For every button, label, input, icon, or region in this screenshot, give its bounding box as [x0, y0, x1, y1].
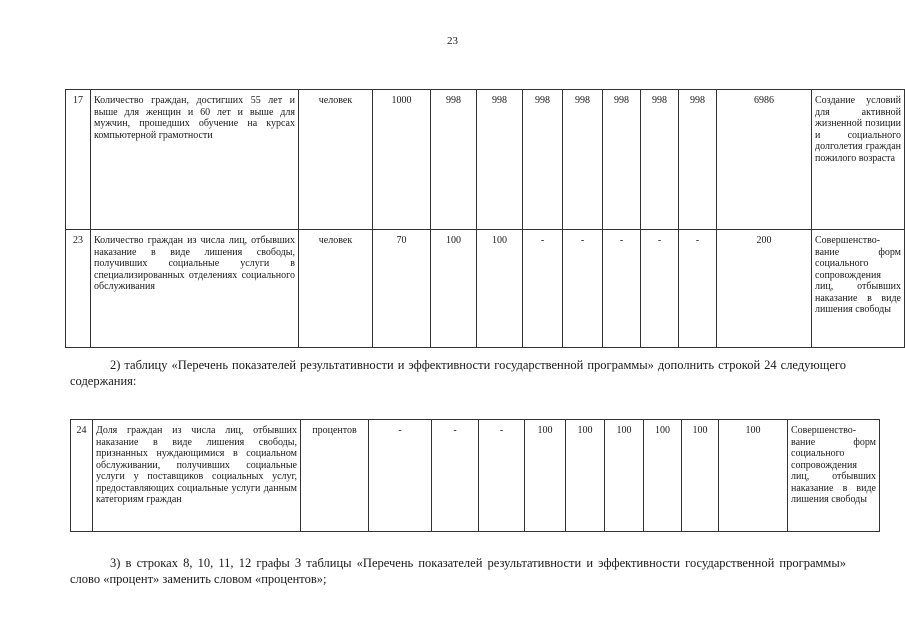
value-cell: 998	[641, 90, 679, 230]
expected-result-cell: Совершенство-вание форм социального сопровождения лиц, отбывших наказание в виде лишения свободы	[812, 230, 905, 348]
indicators-table-2	[70, 419, 880, 532]
table-row	[66, 230, 905, 348]
paragraph-3: 3) в строках 8, 10, 11, 12 графы 3 таблицы «Перечень показателей результативности и эффективности государственной программы» слово «процент» заменить словом «процентов»;	[70, 556, 846, 586]
value-cell: -	[641, 230, 679, 348]
total-cell: 100	[719, 420, 788, 532]
value-cell: -	[679, 230, 717, 348]
value-cell: 998	[431, 90, 477, 230]
value-cell: 998	[603, 90, 641, 230]
paragraph-2: 2) таблицу «Перечень показателей результативности и эффективности государственной программы» дополнить строкой 24 следующего содержания:	[70, 358, 846, 388]
row-number: 24	[71, 420, 93, 532]
value-cell: -	[369, 420, 432, 532]
value-cell: 1000	[373, 90, 431, 230]
indicator-description: Доля граждан из числа лиц, отбывших наказание в виде лишения свободы, признанных нуждающимися в социальном обслуживании, получивших социальные услуги у поставщиков социальных услуг, предоставляющих социальные услуги данным категориям граждан	[93, 420, 301, 532]
indicator-description: Количество граждан из числа лиц, отбывших наказание в виде лишения свободы, получивших социальные услуги в специализированных отделениях социального обслуживания	[91, 230, 299, 348]
value-cell: -	[523, 230, 563, 348]
value-cell: -	[479, 420, 525, 532]
unit-cell: процентов	[301, 420, 369, 532]
indicators-table-1	[65, 89, 905, 348]
value-cell: 100	[605, 420, 644, 532]
expected-result-cell: Создание условий для активной жизненной позиции и социального долголетия граждан пожилого возраста	[812, 90, 905, 230]
value-cell: -	[432, 420, 479, 532]
unit-cell: человек	[299, 90, 373, 230]
total-cell: 6986	[717, 90, 812, 230]
expected-result-cell: Совершенство-вание форм социального сопровождения лиц, отбывших наказание в виде лишения свободы	[788, 420, 880, 532]
value-cell: 100	[525, 420, 566, 532]
value-cell: 100	[566, 420, 605, 532]
row-number: 23	[66, 230, 91, 348]
value-cell: 998	[523, 90, 563, 230]
value-cell: 998	[679, 90, 717, 230]
value-cell: -	[603, 230, 641, 348]
value-cell: -	[563, 230, 603, 348]
value-cell: 100	[477, 230, 523, 348]
value-cell: 70	[373, 230, 431, 348]
indicator-description: Количество граждан, достигших 55 лет и выше для женщин и 60 лет и выше для мужчин, прошедших обучение на курсах компьютерной грамотности	[91, 90, 299, 230]
page-number: 23	[447, 35, 458, 47]
row-number: 17	[66, 90, 91, 230]
table-row	[66, 90, 905, 230]
value-cell: 100	[431, 230, 477, 348]
value-cell: 998	[563, 90, 603, 230]
value-cell: 998	[477, 90, 523, 230]
value-cell: 100	[644, 420, 682, 532]
unit-cell: человек	[299, 230, 373, 348]
table-row	[71, 420, 880, 532]
value-cell: 100	[682, 420, 719, 532]
total-cell: 200	[717, 230, 812, 348]
